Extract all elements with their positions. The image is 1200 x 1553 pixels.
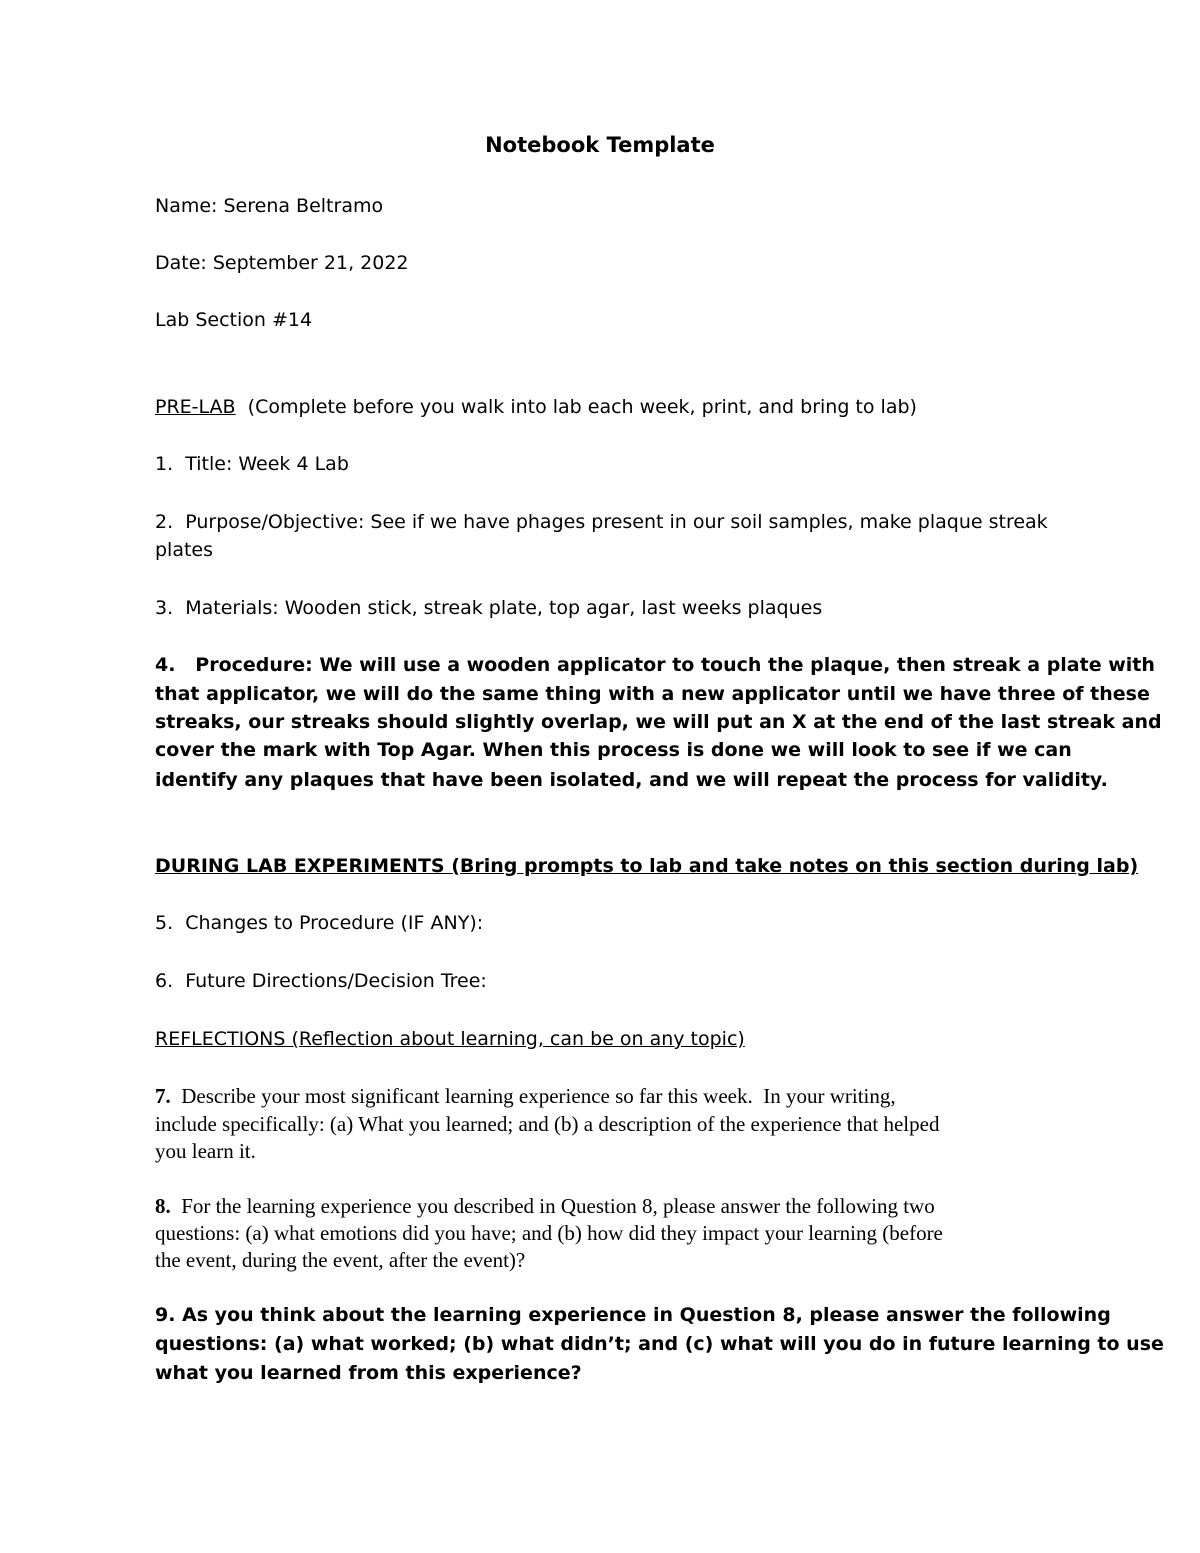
item-text: Future Directions/Decision Tree: — [173, 970, 487, 992]
item-text: Procedure: We will use a wooden applicator to touch the plaque, then streak a plate with — [175, 654, 1155, 676]
prelab-heading: PRE-LAB — [155, 396, 236, 418]
question-text: Describe your most significant learning experience so far this week. In your writing, — [170, 1084, 896, 1108]
item-5-changes — [155, 909, 483, 937]
item-2-purpose — [155, 508, 1048, 536]
question-9-line: questions: (a) what worked; (b) what didn’t; and (c) what will you do in future learning to use — [155, 1333, 1164, 1355]
date-line: Date: September 21, 2022 — [155, 252, 409, 274]
item-number: 3. — [155, 597, 174, 619]
question-8-line: the event, during the event, after the event)? — [155, 1248, 526, 1272]
item-text: Materials: Wooden stick, streak plate, top agar, last weeks plaques — [173, 597, 823, 619]
procedure-line: identify any plaques that have been isolated, and we will repeat the process for validity. — [155, 769, 1108, 791]
question-text: For the learning experience you described in Question 8, please answer the following two — [170, 1194, 935, 1218]
procedure-line: that applicator, we will do the same thing with a new applicator until we have three of these — [155, 683, 1150, 705]
during-lab-heading: DURING LAB EXPERIMENTS (Bring prompts to lab and take notes on this section during lab) — [155, 855, 1139, 877]
reflections-heading: REFLECTIONS (Reflection about learning, can be on any topic) — [155, 1028, 745, 1050]
name-line: Name: Serena Beltramo — [155, 195, 384, 217]
question-8-line: questions: (a) what emotions did you have; and (b) how did they impact your learning (before — [155, 1221, 943, 1245]
item-number: 1. — [155, 453, 174, 475]
prelab-heading-note: (Complete before you walk into lab each week, print, and bring to lab) — [235, 396, 917, 418]
lab-section-line: Lab Section #14 — [155, 309, 313, 331]
item-text: Title: Week 4 Lab — [173, 453, 349, 475]
question-number: 7. — [155, 1084, 171, 1108]
document-title: Notebook Template — [485, 133, 715, 157]
item-2-purpose-cont: plates — [155, 539, 214, 561]
prelab-heading-line — [155, 393, 917, 421]
procedure-line: streaks, our streaks should slightly overlap, we will put an X at the end of the last streak and — [155, 711, 1162, 733]
item-number: 2. — [155, 511, 174, 533]
item-number: 6. — [155, 970, 174, 992]
question-9-line: what you learned from this experience? — [155, 1362, 582, 1384]
question-number: 8. — [155, 1194, 171, 1218]
question-7 — [155, 1082, 896, 1110]
item-1-title — [155, 450, 349, 478]
item-6-future-directions — [155, 967, 487, 995]
item-text: Purpose/Objective: See if we have phages present in our soil samples, make plaque streak — [173, 511, 1048, 533]
question-7-line: include specifically: (a) What you learned; and (b) a description of the experience that helped — [155, 1112, 940, 1136]
item-4-procedure — [155, 651, 1155, 679]
item-text: Changes to Procedure (IF ANY): — [173, 912, 484, 934]
item-number: 5. — [155, 912, 174, 934]
question-7-line: you learn it. — [155, 1139, 256, 1163]
item-number: 4. — [155, 654, 176, 676]
item-3-materials — [155, 594, 822, 622]
question-8 — [155, 1192, 935, 1220]
question-9: 9. As you think about the learning experience in Question 8, please answer the following — [155, 1304, 1111, 1326]
procedure-line: cover the mark with Top Agar. When this process is done we will look to see if we can — [155, 739, 1072, 761]
